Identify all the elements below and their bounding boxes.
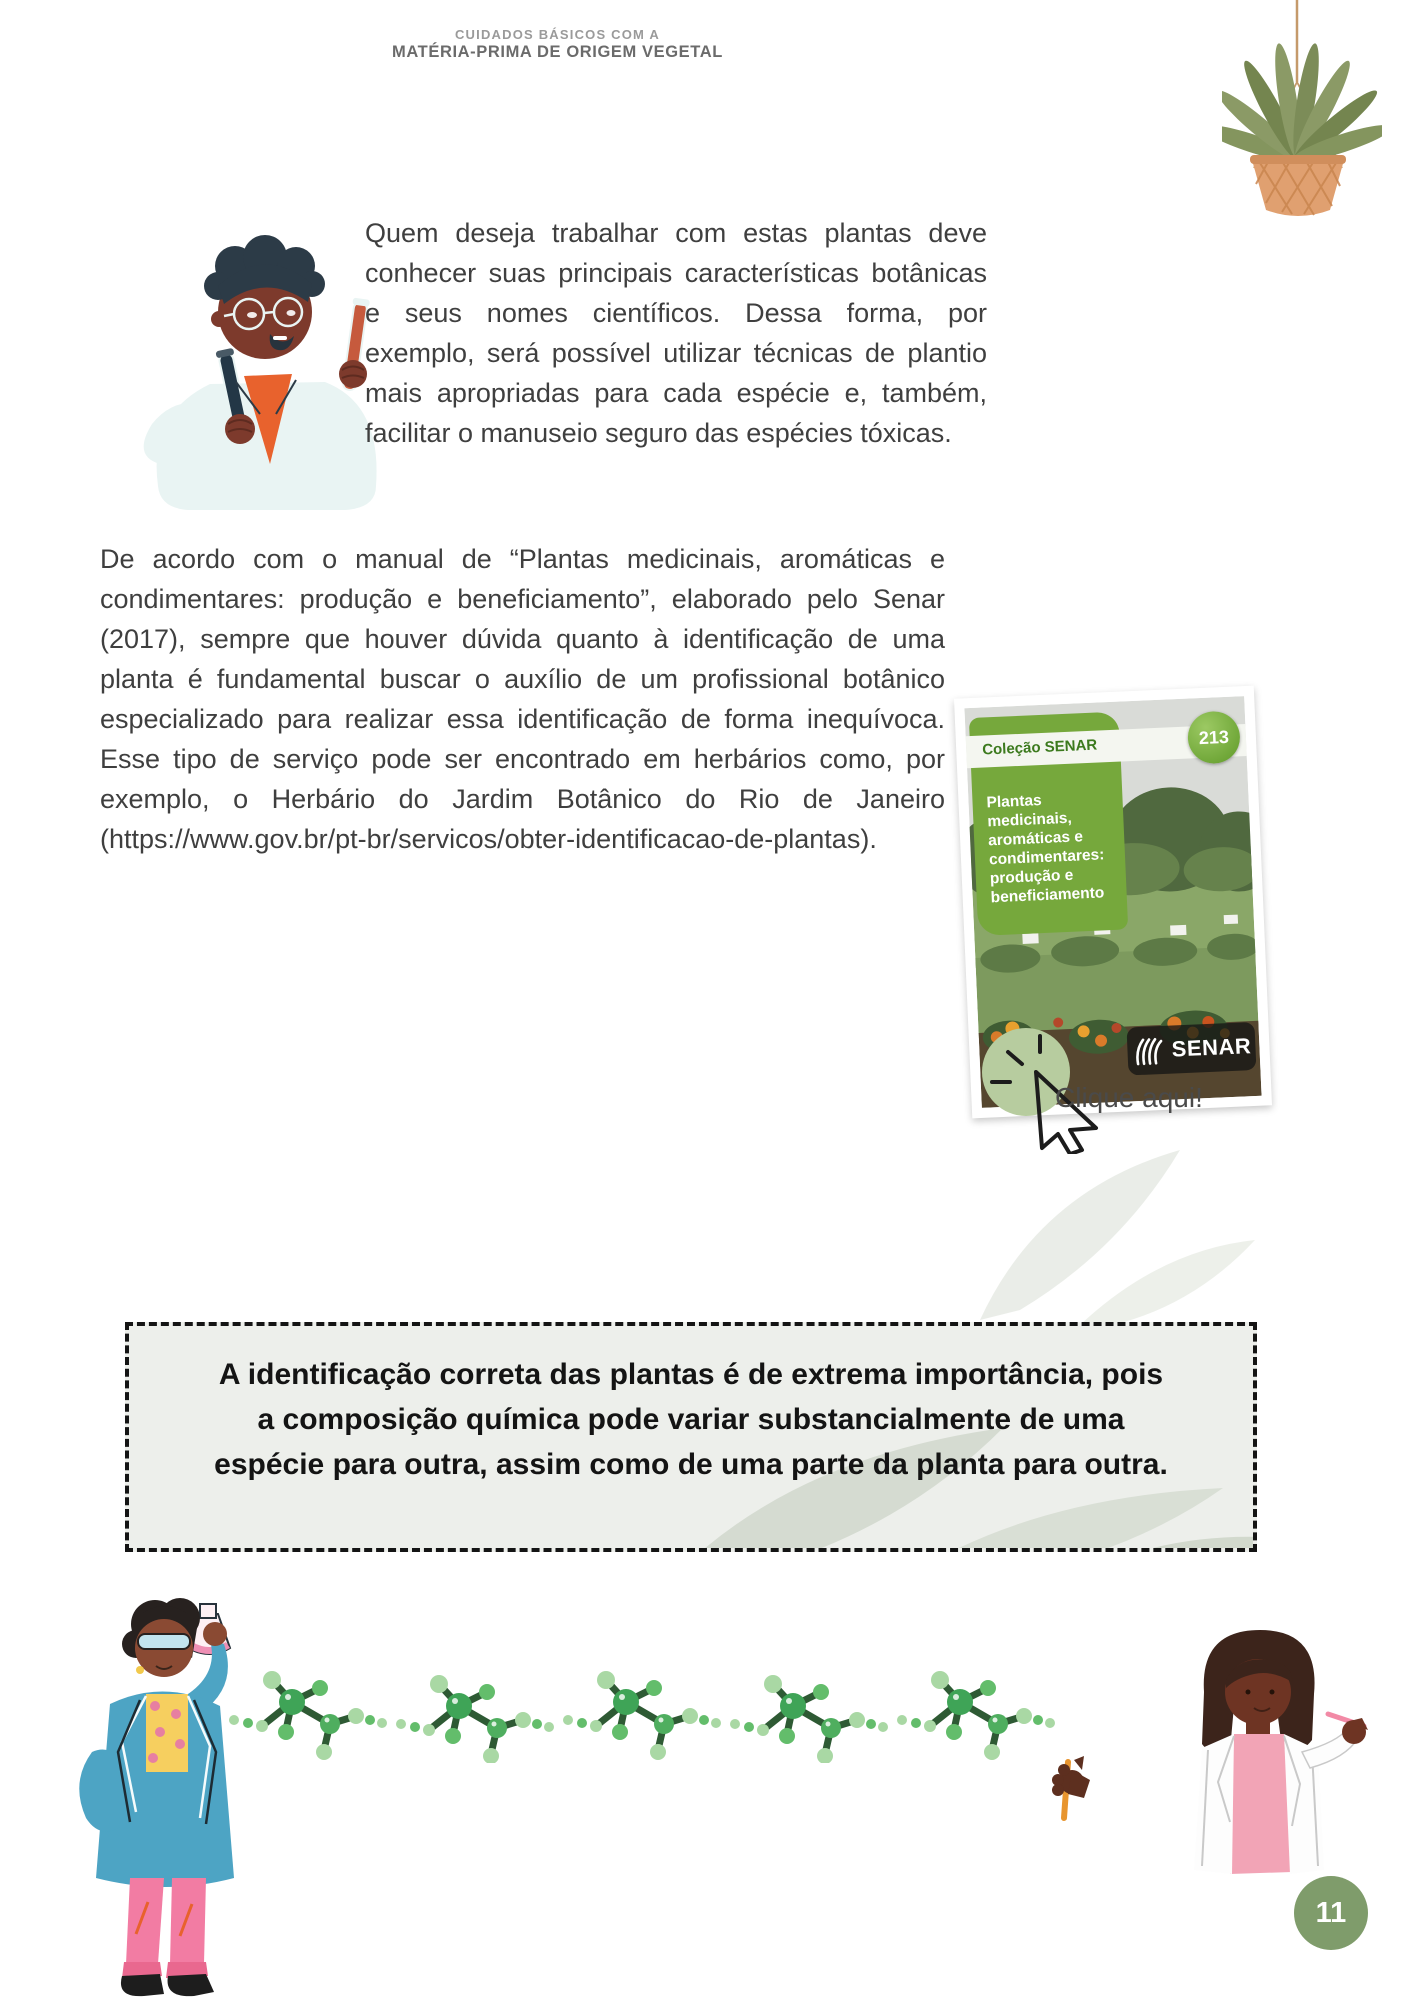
cover-collection-label: Coleção SENAR (981, 736, 1098, 759)
header-kicker: CUIDADOS BÁSICOS COM A (454, 27, 661, 42)
plant-pot (1250, 155, 1346, 216)
plant-leaves (1222, 42, 1382, 168)
click-here-label[interactable]: Clique aqui! (1055, 1082, 1203, 1113)
hand-with-pencil-illustration (1038, 1752, 1100, 1824)
cover-title: Plantas medicinais, aromáticas e condimentares: produção e beneficiamento (986, 792, 1105, 907)
safety-goggles-icon (138, 1634, 190, 1649)
highlight-box-text: A identificação correta das plantas é de extrema importância, pois a composição química pode variar substancialmente de uma espécie para outra, assim como de uma parte da planta para outra. (214, 1358, 1168, 1481)
leaf-watermark (960, 1130, 1260, 1330)
header-title: MATÉRIA-PRIMA DE ORIGEM VEGETAL (392, 42, 723, 61)
cover-volume-badge: 213 (1187, 710, 1241, 764)
hanging-plant-illustration (1222, 0, 1382, 222)
highlight-box (125, 1322, 1257, 1552)
senar-logo-text: SENAR (1171, 1033, 1252, 1062)
scientist-woman-illustration (1142, 1622, 1382, 1884)
paragraph-senar-manual: De acordo com o manual de “Plantas medicinais, aromáticas e condimentares: produção e beneficiamento”, elaborado pelo Senar (2017), sempre que houver dúvida quanto à identificação de uma planta é fundamental buscar o auxílio de um profissional botânico especializado para realizar essa identificação de forma inequívoca. Esse tipo de serviço pode ser encontrado em herbários como, por exemplo, o Herbário do Jardim Botânico do Rio de Janeiro (https://www.gov.br/pt-br/servicos/obter-identificacao-de-plantas). (100, 544, 945, 854)
molecule-chain-decoration (228, 1668, 1063, 1763)
page-number-badge (1294, 1876, 1368, 1950)
page-number: 11 (1315, 1896, 1347, 1929)
scientist-with-test-tubes-illustration (140, 224, 390, 512)
scientist-with-flask-illustration (52, 1582, 287, 2000)
page-header (385, 28, 730, 62)
paragraph-intro: Quem deseja trabalhar com estas plantas deve conhecer suas principais características botânicas e seus nomes científicos. Dessa forma, por exemplo, será possível utilizar técnicas de plantio mais apropriadas para cada espécie e, também, facilitar o manuseio seguro das espécies tóxicas. (365, 218, 987, 448)
